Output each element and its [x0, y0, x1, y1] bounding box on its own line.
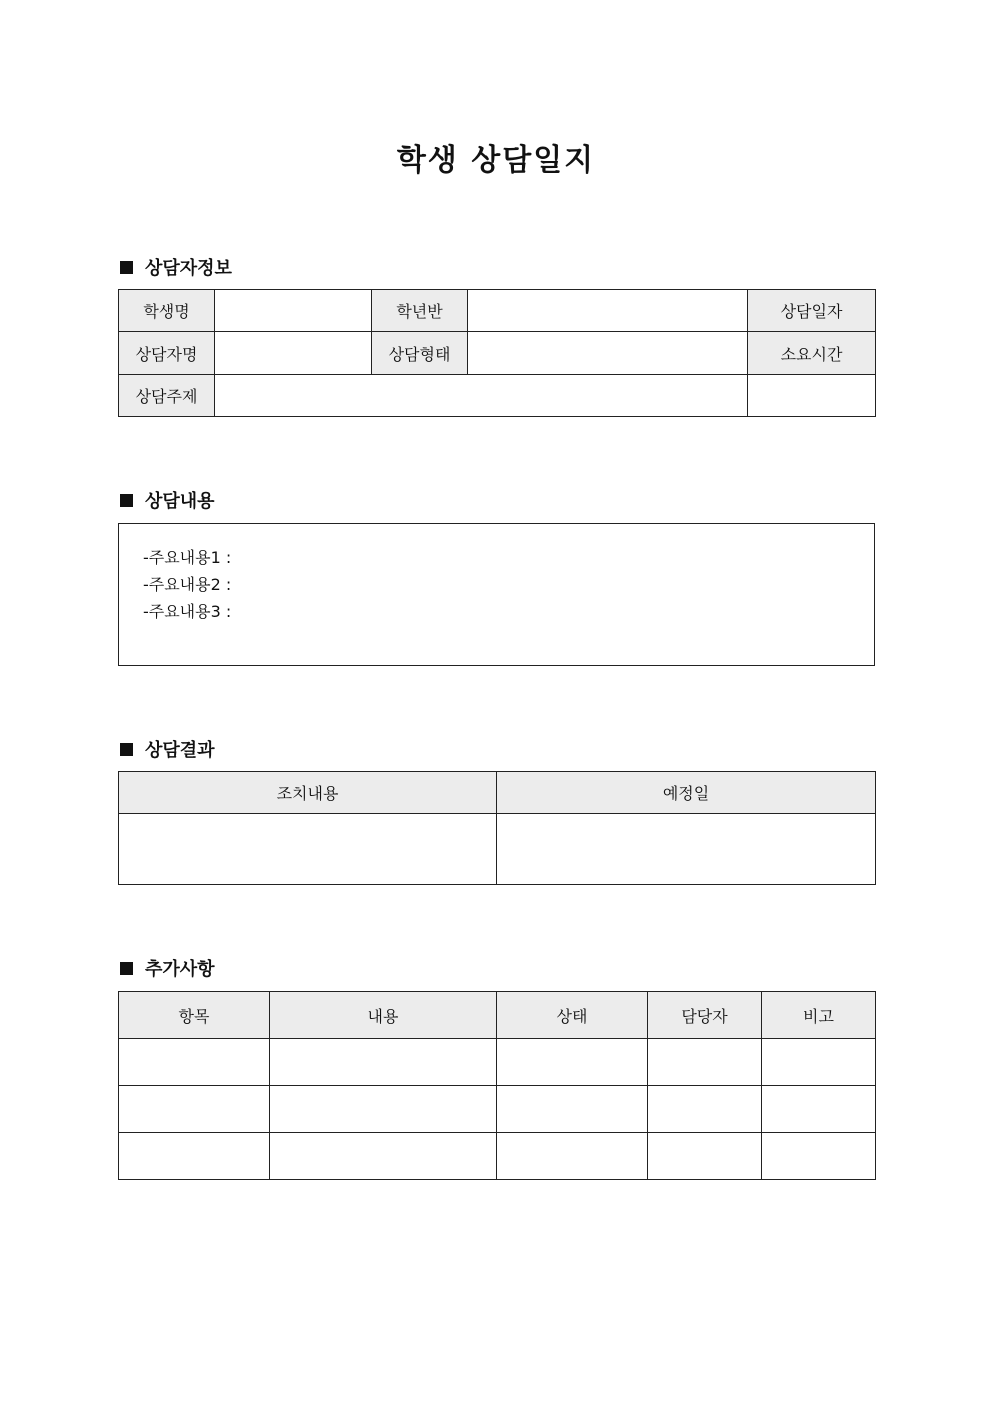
table-cell[interactable]	[497, 1086, 648, 1133]
square-bullet-icon	[120, 962, 133, 975]
label-type: 상담형태	[372, 332, 468, 375]
table-cell[interactable]	[119, 1039, 270, 1086]
field-type[interactable]	[468, 332, 748, 375]
content-box[interactable]	[118, 523, 875, 666]
table-cell[interactable]	[648, 1086, 762, 1133]
table-cell[interactable]	[497, 1039, 648, 1086]
table-cell[interactable]	[762, 1086, 876, 1133]
label-counselor: 상담자명	[119, 332, 215, 375]
square-bullet-icon	[120, 261, 133, 274]
square-bullet-icon	[120, 494, 133, 507]
table-cell[interactable]	[762, 1039, 876, 1086]
column-header: 내용	[270, 992, 497, 1039]
info-table	[118, 289, 876, 417]
label-duration: 소요시간	[748, 332, 876, 375]
column-header: 담당자	[648, 992, 762, 1039]
column-header: 항목	[119, 992, 270, 1039]
section-heading-content-label: 상담내용	[145, 491, 215, 512]
section-heading-content	[118, 487, 215, 513]
list-item: -주요내용2 :	[143, 575, 232, 594]
square-bullet-icon	[120, 743, 133, 756]
field-grade-class[interactable]	[468, 290, 748, 332]
field-student-name[interactable]	[215, 290, 372, 332]
page-title: 학생 상담일지	[396, 143, 596, 178]
section-heading-info-label: 상담자정보	[145, 258, 232, 279]
table-cell[interactable]	[497, 1133, 648, 1180]
column-header: 상태	[497, 992, 648, 1039]
table-cell[interactable]	[270, 1039, 497, 1086]
section-heading-extra	[118, 955, 215, 981]
section-heading-result-label: 상담결과	[145, 740, 215, 761]
table-row	[119, 1133, 876, 1180]
label-topic: 상담주제	[119, 375, 215, 417]
field-scheduled-date[interactable]	[497, 814, 876, 885]
section-heading-extra-label: 추가사항	[145, 959, 215, 980]
table-cell[interactable]	[119, 1133, 270, 1180]
table-row	[119, 1039, 876, 1086]
result-table	[118, 771, 876, 885]
table-row	[119, 1086, 876, 1133]
list-item: -주요내용3 :	[143, 602, 232, 621]
table-cell[interactable]	[119, 1086, 270, 1133]
content-list	[119, 524, 874, 625]
section-heading-result	[118, 736, 215, 762]
field-counselor[interactable]	[215, 332, 372, 375]
extra-table	[118, 991, 876, 1180]
list-item: -주요내용1 :	[143, 548, 232, 567]
field-topic[interactable]	[215, 375, 748, 417]
table-cell[interactable]	[648, 1133, 762, 1180]
table-cell[interactable]	[648, 1039, 762, 1086]
field-extra[interactable]	[748, 375, 876, 417]
column-header: 비고	[762, 992, 876, 1039]
label-date: 상담일자	[748, 290, 876, 332]
label-grade-class: 학년반	[372, 290, 468, 332]
table-cell[interactable]	[270, 1133, 497, 1180]
field-action[interactable]	[119, 814, 497, 885]
label-student-name: 학생명	[119, 290, 215, 332]
column-header: 조치내용	[119, 772, 497, 814]
table-cell[interactable]	[270, 1086, 497, 1133]
table-cell[interactable]	[762, 1133, 876, 1180]
section-heading-info	[118, 254, 232, 280]
column-header: 예정일	[497, 772, 876, 814]
